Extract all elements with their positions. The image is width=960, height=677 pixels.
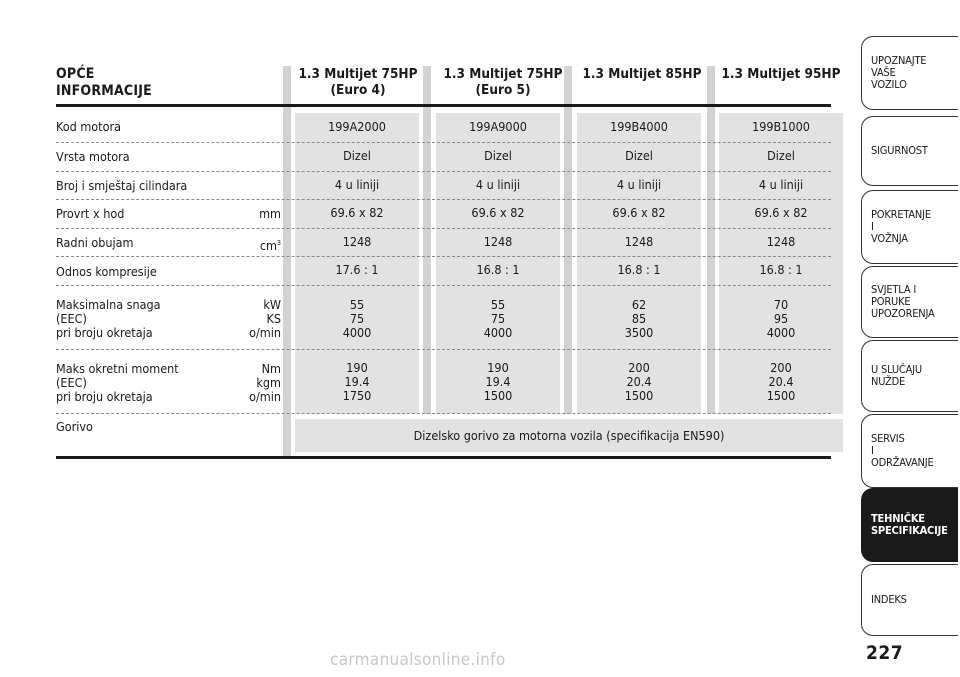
row-label-engine-type: Vrsta motora: [56, 149, 130, 164]
side-tab-emergency[interactable]: U SLUČAJU NUŽDE: [861, 340, 958, 412]
table-cell: Dizel: [767, 148, 795, 163]
table-cell: Dizel: [343, 148, 371, 163]
page-number: 227: [866, 642, 904, 664]
table-cell: 4 u liniji: [475, 177, 521, 192]
column-separator: [423, 66, 431, 414]
side-tab-starting-driving[interactable]: POKRETANJE I VOŽNJA: [861, 190, 958, 264]
row-divider: [56, 349, 831, 350]
table-cell: 16.8 : 1: [476, 262, 520, 277]
watermark: carmanualsonline.info: [330, 650, 506, 670]
side-tab-safety[interactable]: SIGURNOST: [861, 116, 958, 186]
row-divider: [56, 199, 831, 200]
table-cell: 69.6 x 82: [471, 205, 525, 220]
table-cell: 69.6 x 82: [330, 205, 384, 220]
row-label-cylinders: Broj i smještaj cilindara: [56, 178, 188, 193]
row-divider: [56, 256, 831, 257]
table-cell: 69.6 x 82: [754, 205, 808, 220]
table-cell-torque: 200 20.4 1500: [766, 360, 796, 403]
table-cell: 199B1000: [752, 119, 810, 134]
table-cell-power: 55 75 4000: [483, 297, 513, 340]
row-label-fuel: Gorivo: [56, 419, 93, 434]
column-separator: [564, 66, 572, 414]
table-cell-power: 70 95 4000: [766, 297, 796, 340]
table-cell-torque: 190 19.4 1750: [342, 360, 372, 403]
column-separator: [707, 66, 715, 414]
side-tab-technical-specifications[interactable]: TEHNIČKE SPECIFIKACIJE: [861, 488, 958, 562]
table-cell: 1248: [483, 234, 513, 249]
table-cell: 4 u liniji: [334, 177, 380, 192]
section-title: OPĆE INFORMACIJE: [56, 66, 152, 99]
row-divider: [56, 142, 831, 143]
table-cell: 4 u liniji: [758, 177, 804, 192]
bottom-rule: [56, 456, 831, 459]
table-cell: 4 u liniji: [616, 177, 662, 192]
row-label-bore-stroke: Provrt x hod mm: [56, 206, 281, 221]
column-separator: [283, 66, 291, 458]
row-label-max-power: Maksimalna snaga (EEC) pri broju okretaja kW KS o/min: [56, 297, 281, 340]
table-cell: 69.6 x 82: [612, 205, 666, 220]
table-cell-power: 62 85 3500: [624, 297, 654, 340]
table-cell: 1248: [624, 234, 654, 249]
table-cell: 16.8 : 1: [759, 262, 803, 277]
table-cell-torque: 190 19.4 1500: [483, 360, 513, 403]
table-cell: 16.8 : 1: [617, 262, 661, 277]
table-cell: 199A9000: [469, 119, 527, 134]
column-header-4: 1.3 Multijet 95HP: [721, 66, 841, 82]
row-divider: [56, 413, 831, 414]
column-header-2: 1.3 Multijet 75HP (Euro 5): [443, 66, 563, 98]
row-label-engine-code: Kod motora: [56, 119, 121, 134]
column-header-1: 1.3 Multijet 75HP (Euro 4): [298, 66, 418, 98]
row-label-max-torque: Maks okretni moment (EEC) pri broju okretaja Nm kgm o/min: [56, 361, 281, 404]
side-tab-know-your-vehicle[interactable]: UPOZNAJTE VAŠE VOZILO: [861, 36, 958, 110]
table-cell: 199A2000: [328, 119, 386, 134]
header-rule: [56, 104, 831, 107]
table-cell: 1248: [342, 234, 372, 249]
table-cell: Dizel: [484, 148, 512, 163]
row-divider: [56, 285, 831, 286]
side-tab-service-maintenance[interactable]: SERVIS I ODRŽAVANJE: [861, 414, 958, 488]
table-cell-power: 55 75 4000: [342, 297, 372, 340]
table-cell: 1248: [766, 234, 796, 249]
row-label-displacement: Radni obujam $cm^3$: [56, 235, 281, 254]
side-tab-index[interactable]: INDEKS: [861, 564, 958, 636]
row-divider: [56, 171, 831, 172]
row-divider: [56, 228, 831, 229]
table-cell: Dizel: [625, 148, 653, 163]
fuel-value: Dizelsko gorivo za motorna vozila (specifikacija EN590): [413, 428, 725, 443]
table-cell-torque: 200 20.4 1500: [624, 360, 654, 403]
table-cell: 17.6 : 1: [335, 262, 379, 277]
side-tab-lights-warnings[interactable]: SVJETLA I PORUKE UPOZORENJA: [861, 266, 958, 338]
row-label-compression: Odnos kompresije: [56, 264, 157, 279]
table-cell: 199B4000: [610, 119, 668, 134]
column-header-3: 1.3 Multijet 85HP: [582, 66, 702, 82]
